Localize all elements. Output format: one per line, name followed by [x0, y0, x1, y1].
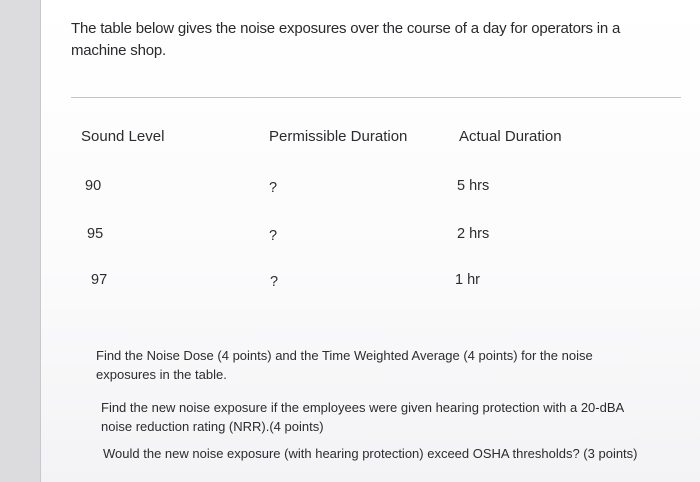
- table-cell-sound-level-2: 95: [87, 226, 104, 242]
- question-3: Would the new noise exposure (with hearing protection) exceed OSHA thresholds? (3 points): [103, 446, 638, 461]
- question-1: Find the Noise Dose (4 points) and the Time Weighted Average (4 points) for the noise exposures in the table.: [96, 348, 593, 382]
- table-cell-sound-level-3: 97: [91, 272, 108, 288]
- question-2: Find the new noise exposure if the employees were given hearing protection with a 20-dBA noise reduction rating (NRR).(4 points): [101, 400, 624, 434]
- document-page: [40, 0, 700, 482]
- header-actual-duration: Actual Duration: [459, 128, 562, 145]
- header-permissible-duration: Permissible Duration: [269, 128, 408, 145]
- table-cell-actual-3: 1 hr: [455, 272, 480, 288]
- table-cell-sound-level-1: 90: [85, 178, 102, 194]
- intro-paragraph: The table below gives the noise exposures over the course of a day for operators in a machine shop.: [71, 20, 621, 59]
- header-sound-level: Sound Level: [81, 128, 165, 145]
- table-cell-actual-2: 2 hrs: [457, 226, 490, 242]
- table-cell-actual-1: 5 hrs: [457, 178, 490, 194]
- table-cell-permissible-2: ?: [269, 228, 278, 244]
- divider: [71, 97, 681, 98]
- table-cell-permissible-3: ?: [270, 274, 279, 290]
- table-cell-permissible-1: ?: [269, 180, 278, 196]
